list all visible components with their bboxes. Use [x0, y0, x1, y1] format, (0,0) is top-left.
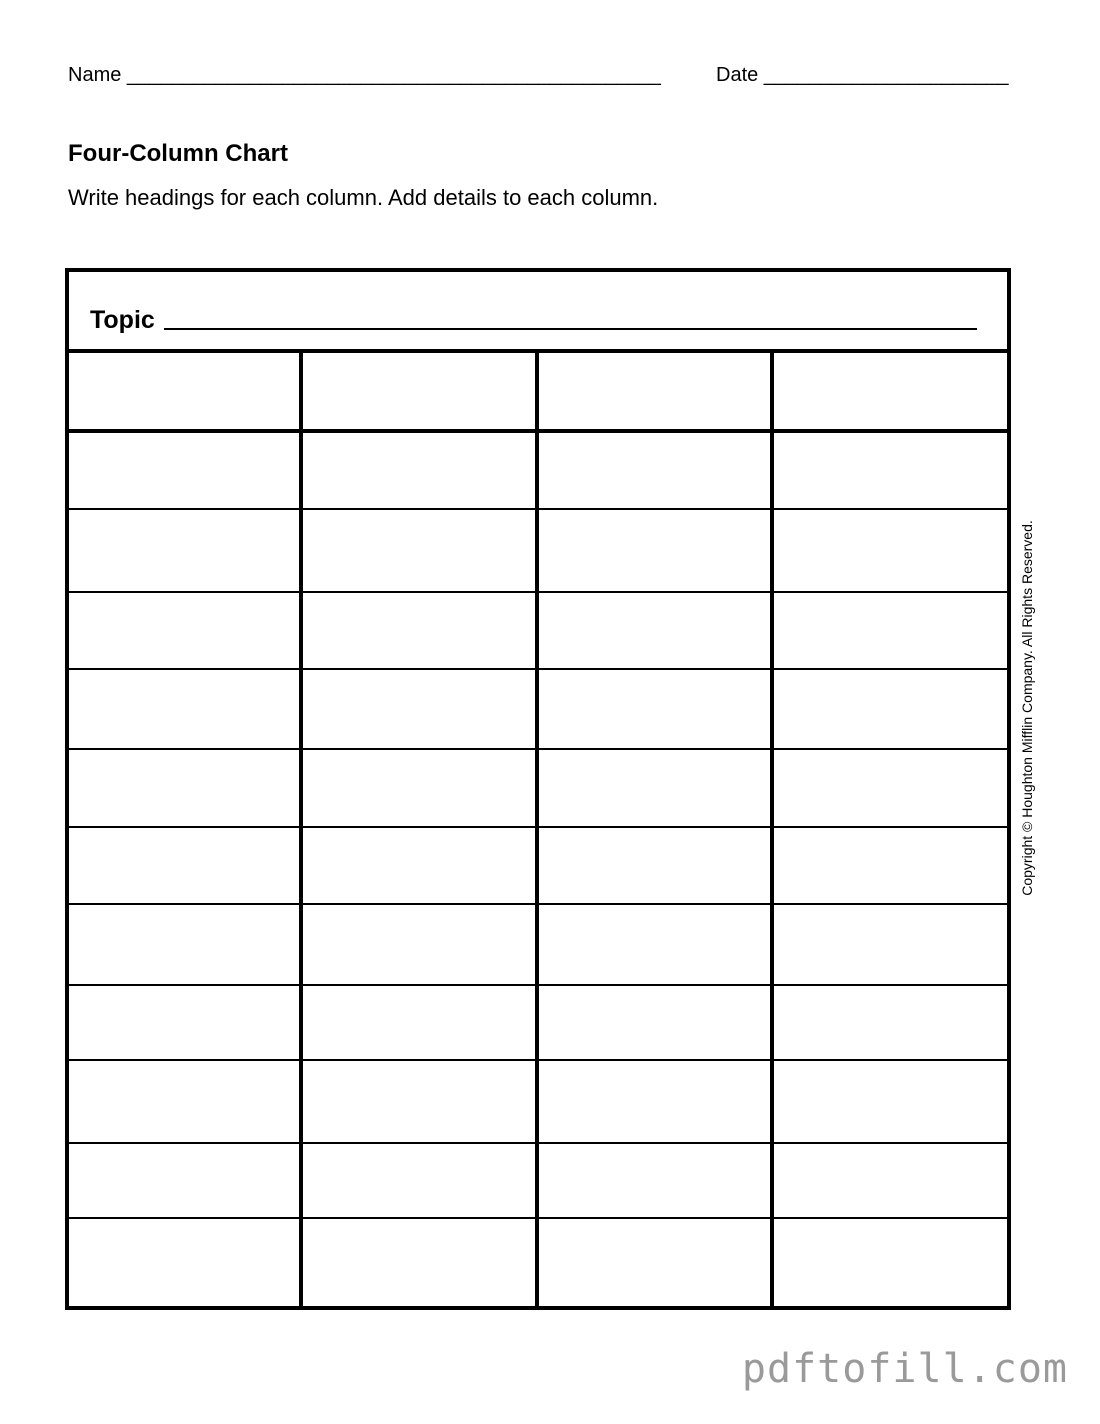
watermark: pdftofill.com	[741, 1346, 1068, 1392]
date-field-label: Date ______________________	[716, 64, 1009, 86]
row-divider	[69, 508, 1007, 510]
row-divider	[69, 748, 1007, 750]
name-field-label: Name ________________________________________________	[68, 64, 661, 86]
topic-row	[69, 272, 1007, 353]
topic-input-line[interactable]	[164, 328, 977, 330]
copyright-notice: Copyright © Houghton Mifflin Company. All Rights Reserved.	[1019, 520, 1035, 896]
column-divider-2	[535, 353, 539, 1306]
column-divider-3	[770, 353, 774, 1306]
four-column-chart	[65, 268, 1011, 1310]
page-title: Four-Column Chart	[68, 140, 288, 167]
row-divider	[69, 1217, 1007, 1219]
topic-label: Topic	[90, 306, 155, 334]
row-divider	[69, 826, 1007, 828]
row-divider	[69, 668, 1007, 670]
column-divider-1	[299, 353, 303, 1306]
row-divider	[69, 1059, 1007, 1061]
row-divider	[69, 1142, 1007, 1144]
row-divider	[69, 903, 1007, 905]
instructions: Write headings for each column. Add details to each column.	[68, 185, 659, 210]
row-divider	[69, 984, 1007, 986]
row-divider	[69, 591, 1007, 593]
